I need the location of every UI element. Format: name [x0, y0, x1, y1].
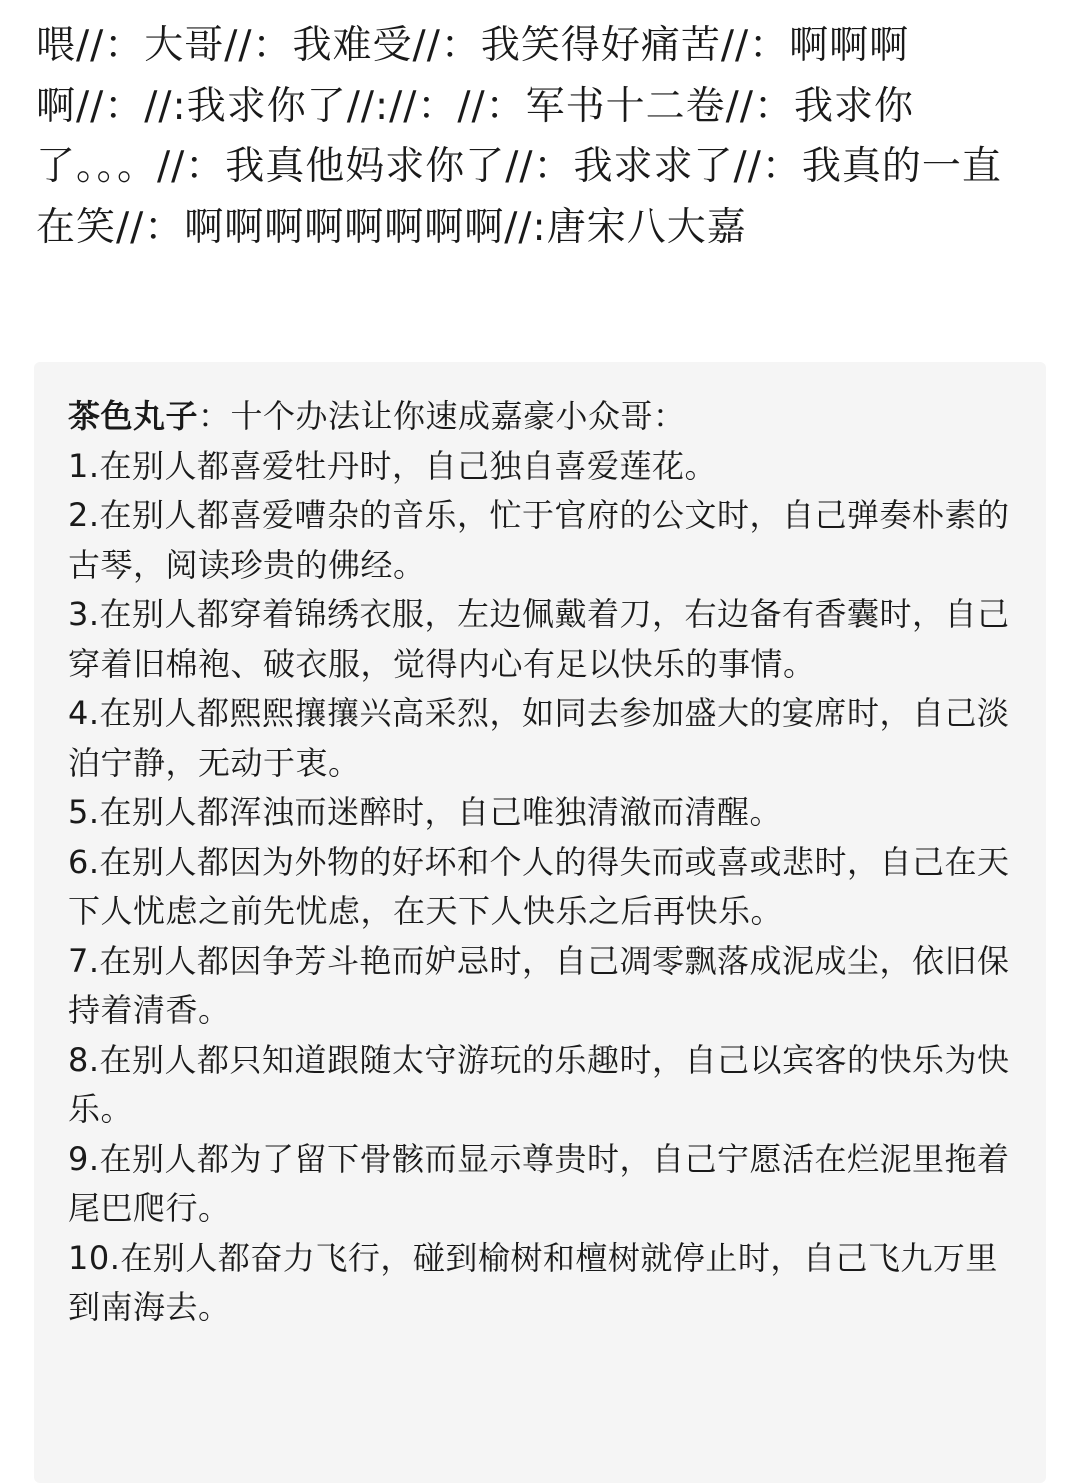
quoted-post-author[interactable]: 茶色丸子 [68, 397, 199, 435]
list-item: 2.在别人都喜爱嘈杂的音乐，忙于官府的公文时，自己弹奏朴素的古琴，阅读珍贵的佛经。 [68, 496, 1010, 584]
quoted-post-body [68, 392, 1018, 1333]
quoted-post-card[interactable] [34, 362, 1046, 1483]
list-item: 1.在别人都喜爱牡丹时，自己独自喜爱莲花。 [68, 446, 718, 485]
quoted-post-header [68, 392, 1018, 442]
list-item: 10.在别人都奋力飞行，碰到榆树和檀树就停止时，自己飞九万里到南海去。 [68, 1238, 998, 1326]
list-item: 5.在别人都浑浊而迷醉时，自己唯独清澈而清醒。 [68, 793, 783, 831]
list-item: 4.在别人都熙熙攘攘兴高采烈，如同去参加盛大的宴席时，自己淡泊宁静，无动于衷。 [68, 694, 1010, 782]
list-item: 3.在别人都穿着锦绣衣服，左边佩戴着刀，右边备有香囊时，自己穿着旧棉袍、破衣服，觉得内心有足以快乐的事情。 [68, 595, 1010, 683]
list-item: 9.在别人都为了留下骨骸而显示尊贵时，自己宁愿活在烂泥里拖着尾巴爬行。 [68, 1139, 1010, 1227]
list-item: 8.在别人都只知道跟随太守游玩的乐趣时，自己以宾客的快乐为快乐。 [68, 1040, 1010, 1128]
list-item: 7.在别人都因争芳斗艳而妒忌时，自己凋零飘落成泥成尘，依旧保持着清香。 [68, 941, 1010, 1029]
repost-text: 喂//：大哥//：我难受//：我笑得好痛苦//：啊啊啊啊//：//:我求你了//://：//：军书十二卷//：我求你了。。。//：我真他妈求你了//：我求求了//：我真的一直在笑//：啊啊啊啊啊啊啊啊//:唐宋八大嘉 [36, 23, 1002, 250]
list-item: 6.在别人都因为外物的好坏和个人的得失而或喜或悲时，自己在天下人忧虑之前先忧虑，在天下人快乐之后再快乐。 [68, 842, 1010, 930]
quoted-post-intro: ：十个办法让你速成嘉豪小众哥： [198, 397, 686, 435]
